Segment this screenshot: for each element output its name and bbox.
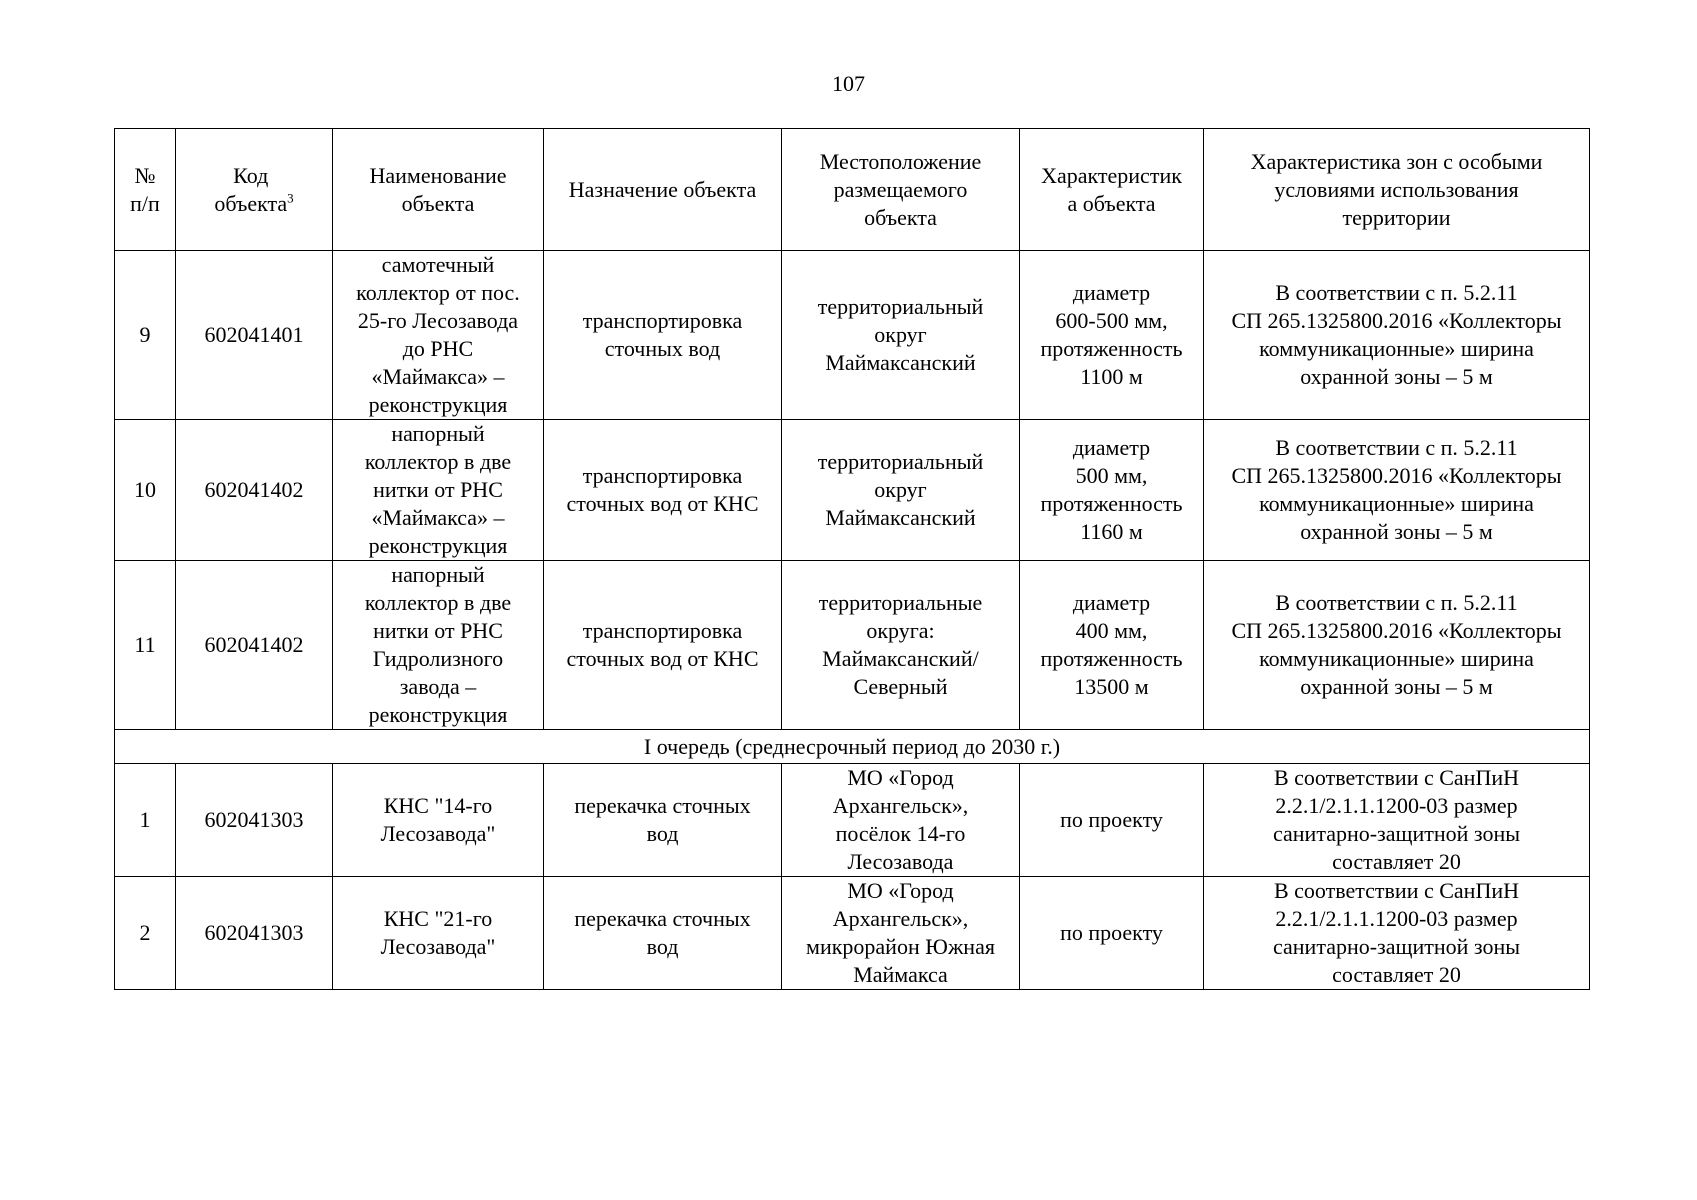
cell-purpose: транспортировка сточных вод — [544, 251, 782, 420]
cell-name: самотечный коллектор от пос. 25-го Лесозавода до РНС «Маймакса» – реконструкция — [333, 251, 544, 420]
cell-location: территориальный округ Маймаксанский — [782, 420, 1020, 561]
cell-zones: В соответствии с п. 5.2.11 СП 265.1325800.2016 «Коллекторы коммуникационные» ширина охранной зоны – 5 м — [1204, 251, 1590, 420]
cell-location: МО «Город Архангельск», посёлок 14-го Лесозавода — [782, 764, 1020, 877]
cell-purpose: перекачка сточных вод — [544, 877, 782, 990]
cell-code: 602041303 — [176, 877, 333, 990]
cell-characteristic: диаметр 600-500 мм, протяженность 1100 м — [1020, 251, 1204, 420]
cell-name: напорный коллектор в две нитки от РНС Гидролизного завода – реконструкция — [333, 561, 544, 730]
footnote-mark: 3 — [287, 190, 294, 206]
table-row — [115, 420, 1590, 561]
cell-zones: В соответствии с СанПиН 2.2.1/2.1.1.1200-03 размер санитарно-защитной зоны составляет 20 — [1204, 877, 1590, 990]
cell-zones: В соответствии с п. 5.2.11 СП 265.1325800.2016 «Коллекторы коммуникационные» ширина охранной зоны – 5 м — [1204, 561, 1590, 730]
cell-purpose: транспортировка сточных вод от КНС — [544, 561, 782, 730]
header-location: Местоположение размещаемого объекта — [782, 129, 1020, 251]
objects-table — [114, 128, 1590, 990]
cell-num: 1 — [115, 764, 176, 877]
header-purpose: Назначение объекта — [544, 129, 782, 251]
cell-num: 2 — [115, 877, 176, 990]
cell-name: КНС "14-го Лесозавода" — [333, 764, 544, 877]
cell-code: 602041402 — [176, 420, 333, 561]
cell-characteristic: диаметр 400 мм, протяженность 13500 м — [1020, 561, 1204, 730]
cell-code: 602041303 — [176, 764, 333, 877]
cell-characteristic: по проекту — [1020, 877, 1204, 990]
cell-name: КНС "21-го Лесозавода" — [333, 877, 544, 990]
section-title: I очередь (среднесрочный период до 2030 г.) — [115, 730, 1590, 764]
header-num: № п/п — [115, 129, 176, 251]
cell-num: 10 — [115, 420, 176, 561]
cell-num: 9 — [115, 251, 176, 420]
section-row — [115, 730, 1590, 764]
cell-zones: В соответствии с СанПиН 2.2.1/2.1.1.1200-03 размер санитарно-защитной зоны составляет 20 — [1204, 764, 1590, 877]
cell-code: 602041402 — [176, 561, 333, 730]
table-row — [115, 251, 1590, 420]
cell-code: 602041401 — [176, 251, 333, 420]
cell-location: территориальные округа: Маймаксанский/ Северный — [782, 561, 1020, 730]
table-row — [115, 877, 1590, 990]
table-row — [115, 561, 1590, 730]
cell-zones: В соответствии с п. 5.2.11 СП 265.1325800.2016 «Коллекторы коммуникационные» ширина охранной зоны – 5 м — [1204, 420, 1590, 561]
header-zones: Характеристика зон с особыми условиями использования территории — [1204, 129, 1590, 251]
header-characteristic: Характеристик а объекта — [1020, 129, 1204, 251]
cell-characteristic: по проекту — [1020, 764, 1204, 877]
header-code: Код объекта$^3$ — [176, 129, 333, 251]
cell-purpose: транспортировка сточных вод от КНС — [544, 420, 782, 561]
cell-num: 11 — [115, 561, 176, 730]
cell-location: территориальный округ Маймаксанский — [782, 251, 1020, 420]
page-number: 107 — [832, 71, 865, 96]
cell-location: МО «Город Архангельск», микрорайон Южная Маймакса — [782, 877, 1020, 990]
cell-purpose: перекачка сточных вод — [544, 764, 782, 877]
table-row — [115, 764, 1590, 877]
cell-characteristic: диаметр 500 мм, протяженность 1160 м — [1020, 420, 1204, 561]
header-name: Наименование объекта — [333, 129, 544, 251]
table-header-row — [115, 129, 1590, 251]
cell-name: напорный коллектор в две нитки от РНС «Маймакса» – реконструкция — [333, 420, 544, 561]
